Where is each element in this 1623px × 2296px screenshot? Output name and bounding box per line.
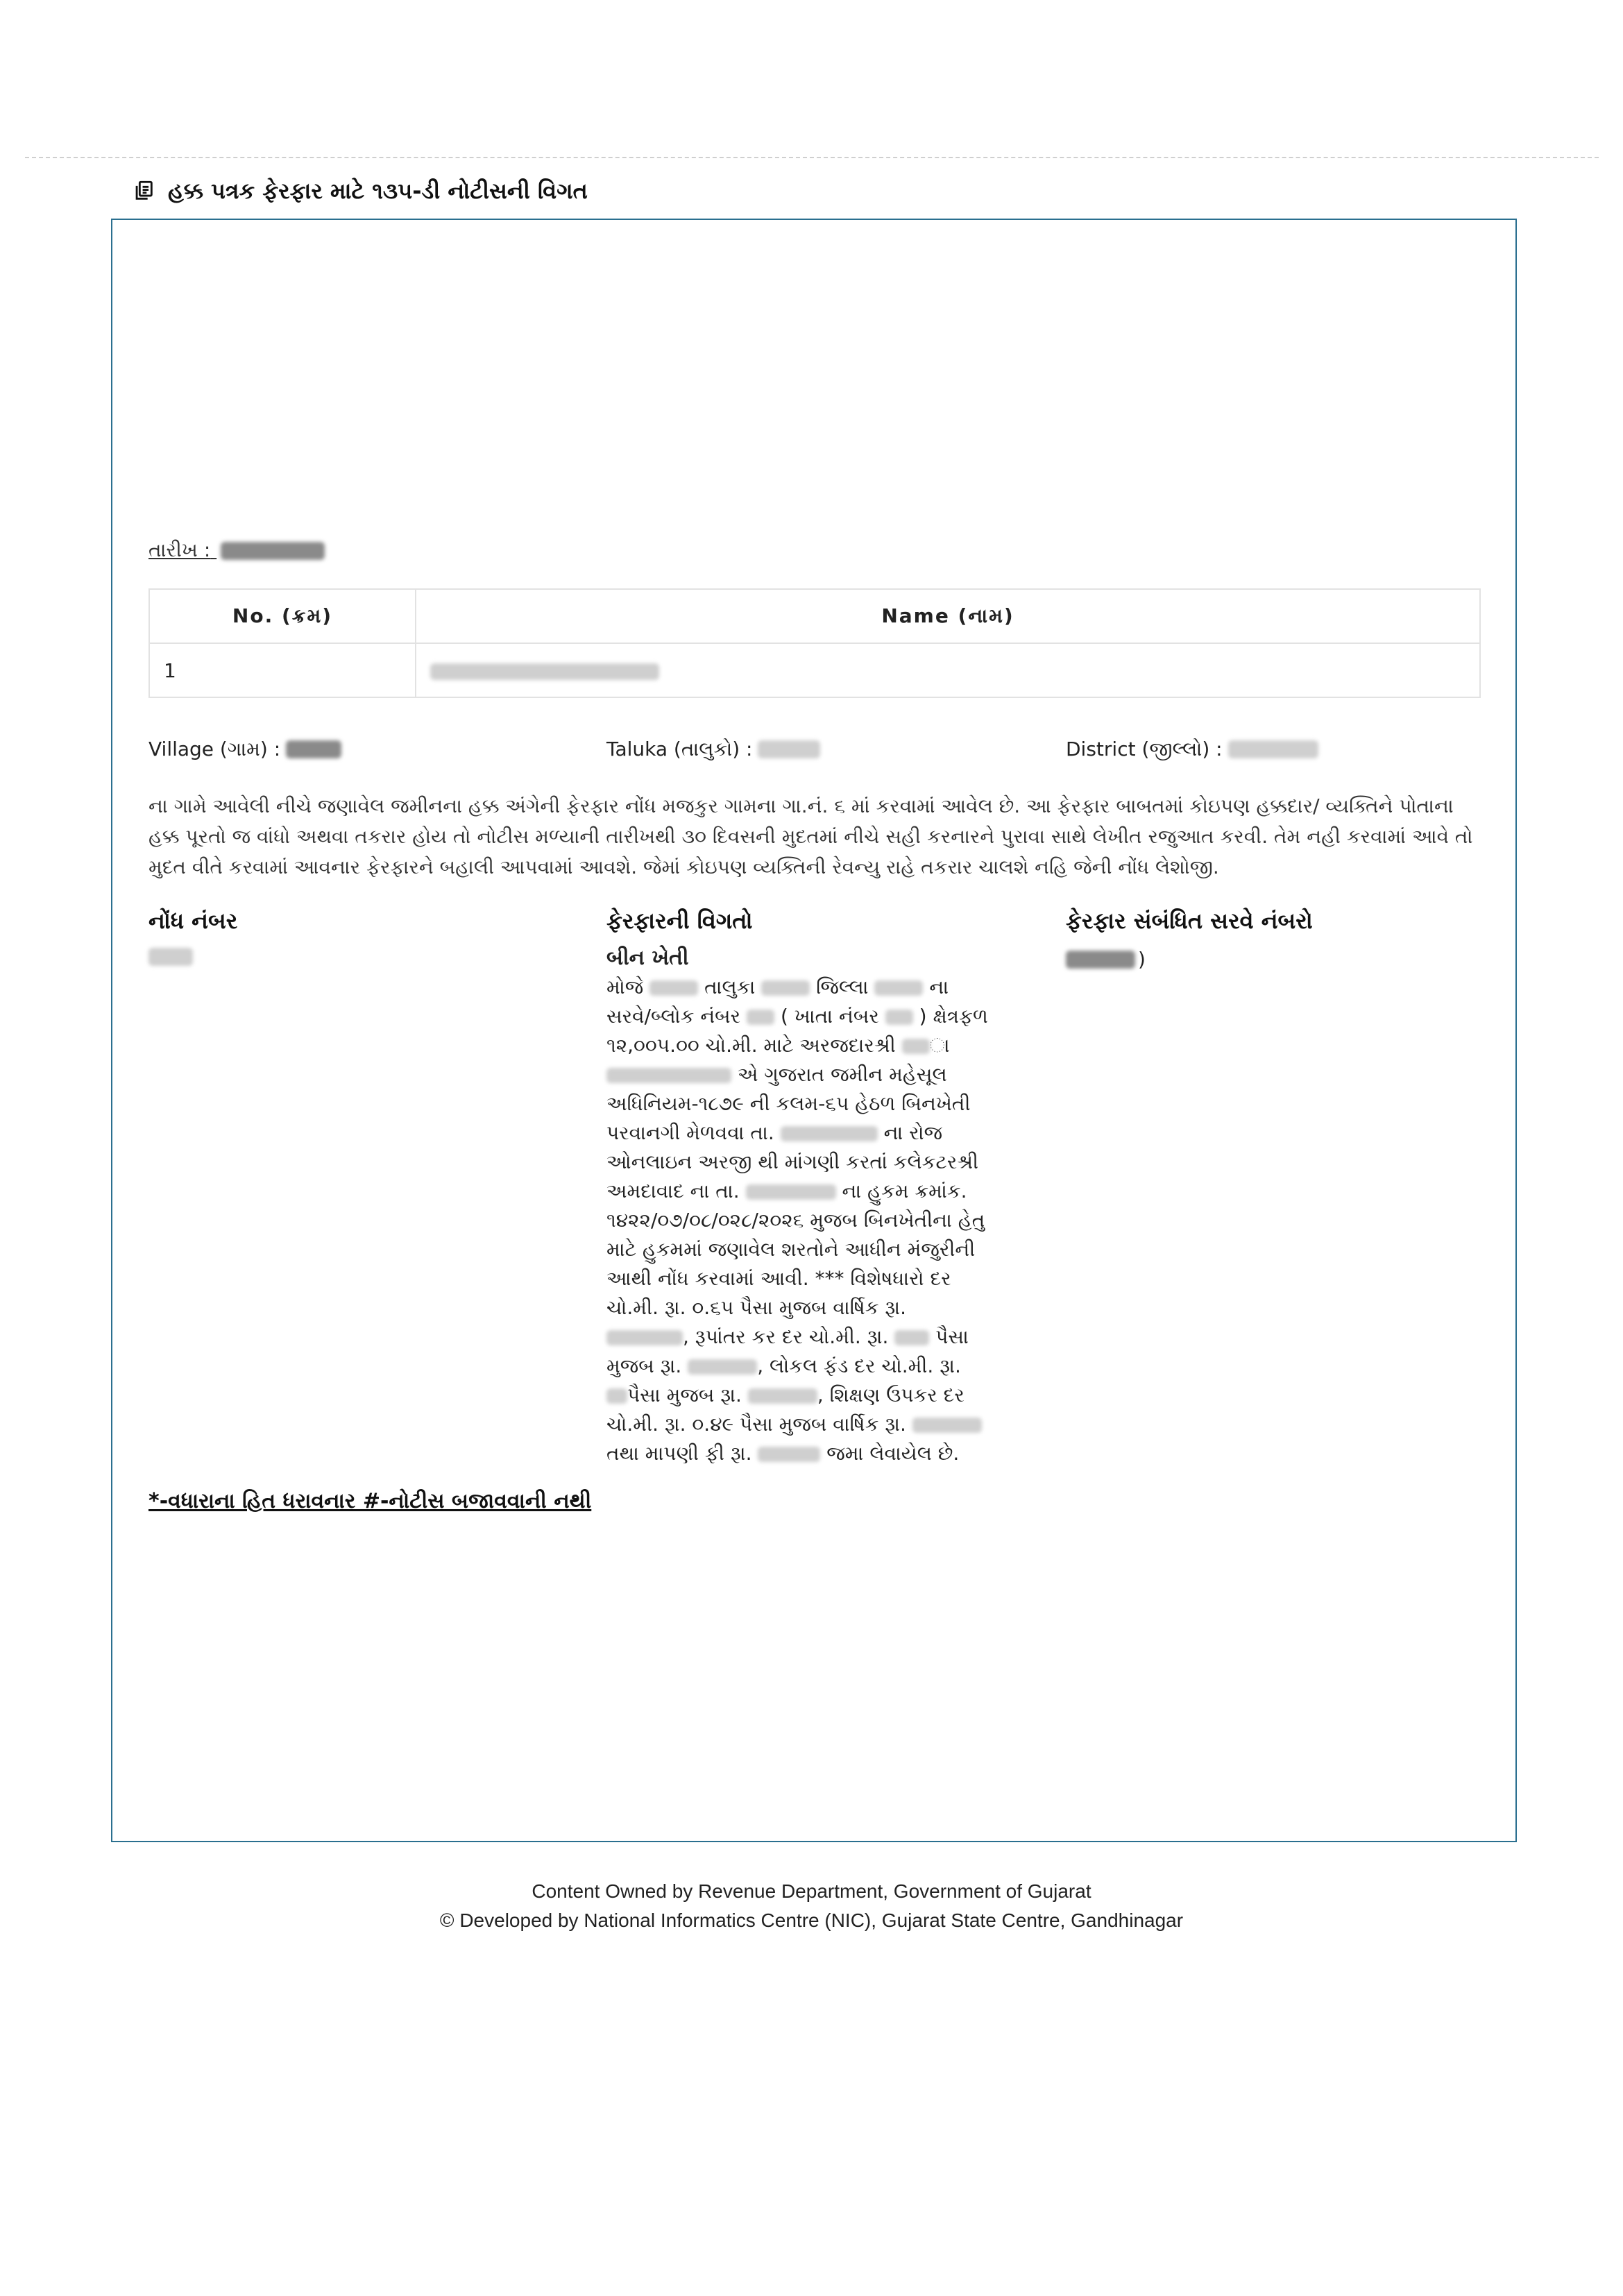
- names-table: [148, 588, 1481, 698]
- footer-line-2: © Developed by National Informatics Centre (NIC), Gujarat State Centre, Gandhinagar: [439, 1910, 1184, 1931]
- village-label: Village (ગામ) :: [148, 738, 281, 760]
- copy-icon: [132, 179, 155, 203]
- top-divider: [25, 157, 1599, 158]
- details-line: અમદાવાદ ના તા. ના હુકમ ક્રમાંક.: [606, 1180, 967, 1202]
- table-row: [149, 643, 1480, 697]
- district-label: District (જીલ્લો) :: [1066, 738, 1223, 760]
- details-line: એ ગુજરાત જમીન મહેસૂલ: [606, 1060, 1023, 1089]
- details-subtitle: બીન ખેતી: [606, 946, 689, 970]
- change-details-heading: ફેરફારની વિગતો: [606, 908, 753, 934]
- section-title-text: હક્ક પત્રક ફેરફાર માટે ૧૩૫-ડી નોટીસની વિગત: [168, 177, 588, 204]
- village-value-redacted: [286, 740, 341, 758]
- details-line: ૧૪૨૨/૦૭/૦૮/૦૨૮/૨૦૨૬ મુજબ બિનખેતીના હેતુ: [606, 1209, 985, 1232]
- details-line: સરવે/બ્લોક નંબર ( ખાતા નંબર ) ક્ષેત્રફળ: [606, 1005, 988, 1028]
- table-header-row: [149, 589, 1480, 643]
- district-value-redacted: [1228, 740, 1318, 758]
- taluka-label: Taluka (તાલુકો) :: [606, 738, 753, 760]
- section-title: [132, 173, 588, 208]
- district-field: [1066, 738, 1318, 761]
- related-survey-value: [1066, 948, 1146, 971]
- details-line: ચો.મી. રૂા. ૦.૬૫ પૈસા મુજબ વાર્ષિક રૂા.: [606, 1296, 907, 1319]
- date-label: તારીખ :: [148, 538, 211, 561]
- notice-paragraph: ના ગામે આવેલી નીચે જણાવેલ જમીનના હક્ક અંગેની ફેરફાર નોંધ મજકુર ગામના ગા.નં. ૬ માં કરવામાં આવેલ છે. આ ફેરફાર બાબતમાં કોઇપણ હક્કદાર/ વ્યક્તિને પોતાના હક્ક પૂરતો જ વાંધો અથવા તકરાર હોય તો નોટીસ મળ્યાની તારીખથી ૩૦ દિવસની મુદતમાં નીચે સહી કરનારને પુરાવા સાથે લેખીત રજુઆત કરવી. તેમ નહી કરવામાં આવે તો મુદત વીતે કરવામાં આવનાર ફેરફારને બહાલી આપવામાં આવશે. જેમાં કોઇપણ વ્યક્તિની રેવન્યુ રાહે તકરાર ચાલશે નહિ જેની નોંધ લેશોજી.: [148, 794, 1473, 878]
- survey-number-redacted: [1066, 951, 1135, 969]
- details-line: , રૂપાંતર કર દર ચો.મી. રૂા. પૈસા: [606, 1323, 1023, 1352]
- details-line: તથા માપણી ફી રૂા. જમા લેવાયેલ છે.: [606, 1442, 960, 1465]
- date-row: [148, 538, 325, 562]
- details-line: માટે હુકમમાં જણાવેલ શરતોને આધીન મંજુરીની: [606, 1238, 976, 1261]
- details-line: મોજે તાલુકા જિલ્લા ના: [606, 976, 949, 998]
- row-name: [416, 643, 1480, 697]
- header-no: No. (ક્રમ): [149, 589, 416, 643]
- note-number-heading: નોંધ નંબર: [148, 908, 238, 934]
- details-line: ૧૨,૦૦૫.૦૦ ચો.મી. માટે અરજદારશ્રી ા: [606, 1034, 950, 1057]
- taluka-value-redacted: [758, 740, 820, 758]
- details-line: પરવાનગી મેળવવા તા. ના રોજ: [606, 1121, 943, 1144]
- footer-line-1: Content Owned by Revenue Department, Government of Gujarat: [532, 1880, 1091, 1902]
- row-no: 1: [149, 643, 416, 697]
- note-number-value: [148, 948, 193, 966]
- village-field: [148, 738, 341, 761]
- survey-suffix: ): [1138, 948, 1146, 971]
- date-value-redacted: [221, 542, 325, 560]
- change-details: [606, 944, 1023, 1468]
- note-number-redacted: [148, 948, 193, 966]
- details-line: ઓનલાઇન અરજી થી માંગણી કરતાં કલેકટરશ્રી: [606, 1150, 979, 1173]
- details-line: મુજબ રૂા. , લોકલ ફંડ દર ચો.મી. રૂા.: [606, 1354, 961, 1377]
- taluka-field: [606, 738, 820, 761]
- details-line: અધિનિયમ-૧૮૭૯ ની કલમ-૬૫ હેઠળ બિનખેતી: [606, 1092, 971, 1115]
- details-line: આથી નોંધ કરવામાં આવી. *** વિશેષધારો દર: [606, 1267, 951, 1290]
- details-line: પૈસા મુજબ રૂા. , શિક્ષણ ઉપકર દર: [606, 1381, 1023, 1410]
- name-redacted: [430, 663, 659, 680]
- details-line: ચો.મી. રૂા. ૦.૪૯ પૈસા મુજબ વાર્ષિક રૂા.: [606, 1410, 1023, 1439]
- footnote: *-વધારાના હિત ધરાવનાર #-નોટીસ બજાવવાની નથી: [148, 1489, 592, 1513]
- header-name: Name (નામ): [416, 589, 1480, 643]
- related-survey-heading: ફેરફાર સંબંધિત સરવે નંબરો: [1066, 908, 1313, 934]
